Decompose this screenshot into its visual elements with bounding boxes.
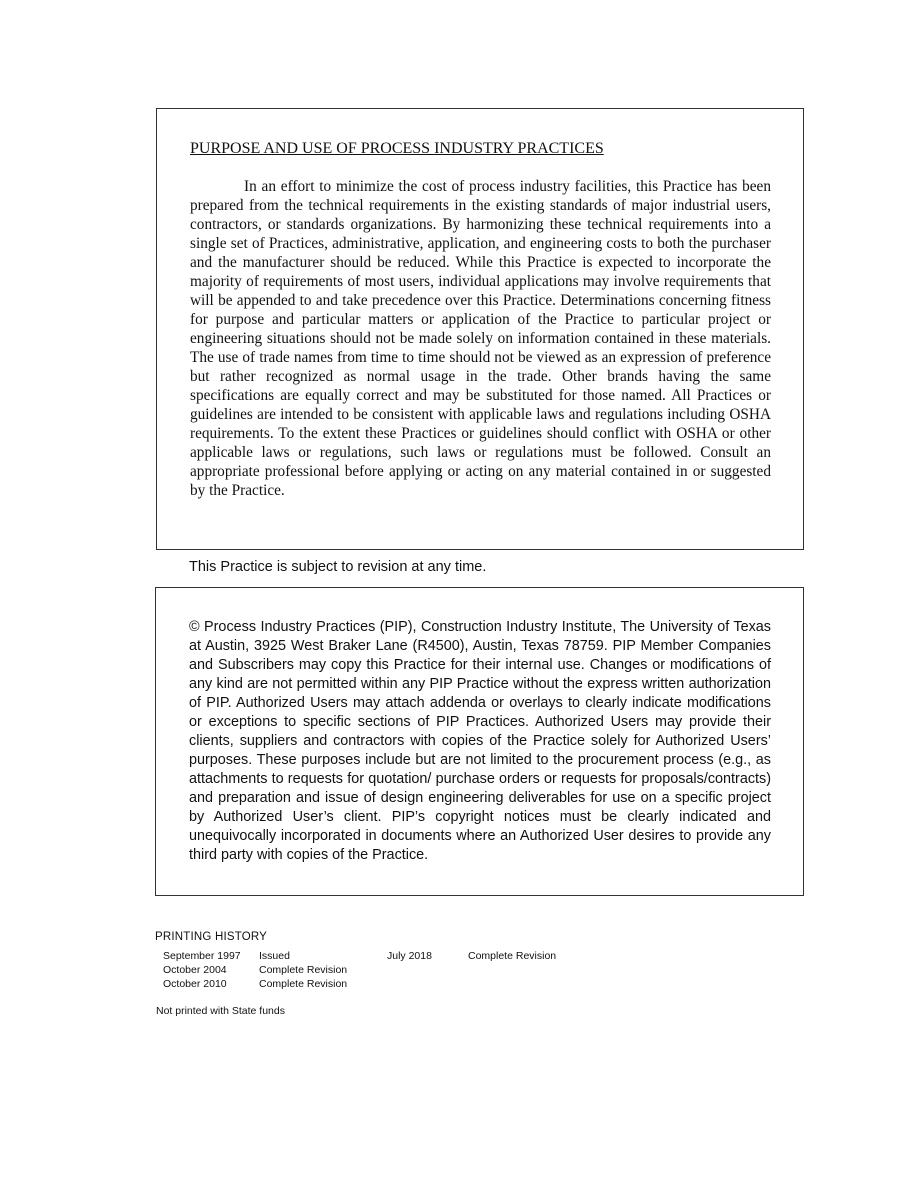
history-date: July 2018 [387, 950, 432, 962]
printing-history-title: PRINTING HISTORY [155, 931, 268, 943]
table-row [163, 977, 578, 991]
printing-history-table [163, 949, 578, 991]
funds-note: Not printed with State funds [156, 1005, 285, 1017]
history-event: Complete Revision [259, 964, 348, 976]
purpose-section [156, 108, 804, 550]
history-date [387, 963, 468, 977]
table-row [163, 963, 578, 977]
history-event: Issued [259, 950, 290, 962]
history-event: Complete Revision [259, 978, 348, 990]
history-event [468, 963, 578, 977]
revision-note: This Practice is subject to revision at any time. [189, 559, 487, 575]
table-row [163, 949, 578, 963]
history-date [387, 977, 468, 991]
history-date: October 2010 [163, 978, 227, 990]
purpose-body: In an effort to minimize the cost of process industry facilities, this Practice has been prepared from the technical requirements in the existing standards of major industrial users, contractors, or standards organizations. By harmonizing these technical requirements into a single set of Practices, administrative, application, and engineering costs to both the purchaser and the manufacturer should be reduced. While this Practice is expected to incorporate the majority of requirements of most users, individual applications may involve requirements that will be appended to and take precedence over this Practice. Determinations concerning fitness for purpose and particular matters or application of the Practice to particular project or engineering situations should not be made solely on information contained in these materials. The use of trade names from time to time should not be viewed as an expression of preference but rather recognized as normal usage in the trade. Other brands having the same specifications are equally correct and may be substituted for those named. All Practices or guidelines are intended to be consistent with applicable laws and regulations including OSHA requirements. To the extent these Practices or guidelines should conflict with OSHA or other applicable laws or regulations, such laws or regulations must be followed. Consult an appropriate professional before applying or acting on any material contained in or suggested by the Practice. [190, 178, 771, 499]
history-date: October 2004 [163, 964, 227, 976]
history-event [468, 977, 578, 991]
copyright-section [155, 587, 804, 896]
copyright-body: © Process Industry Practices (PIP), Construction Industry Institute, The University of Texas at Austin, 3925 West Braker Lane (R4500), Austin, Texas 78759. PIP Member Companies and Subscribers may copy this Practice for their internal use. Changes or modifications of any kind are not permitted within any PIP Practice without the express written authorization of PIP. Authorized Users may attach addenda or overlays to clearly indicate modifications or exceptions to specific sections of PIP Practices. Authorized Users may provide their clients, suppliers and contractors with copies of the Practice solely for Authorized Users’ purposes. These purposes include but are not limited to the procurement process (e.g., as attachments to requests for quotation/ purchase orders or requests for proposals/contracts) and preparation and issue of design engineering deliverables for use on a specific project by Authorized User’s client. PIP’s copyright notices must be clearly indicated and unequivocally incorporated in documents where an Authorized User desires to provide any third party with copies of the Practice. [189, 619, 771, 863]
purpose-title: PURPOSE AND USE OF PROCESS INDUSTRY PRACTICES [190, 140, 604, 157]
history-event: Complete Revision [468, 950, 557, 962]
history-date: September 1997 [163, 950, 241, 962]
